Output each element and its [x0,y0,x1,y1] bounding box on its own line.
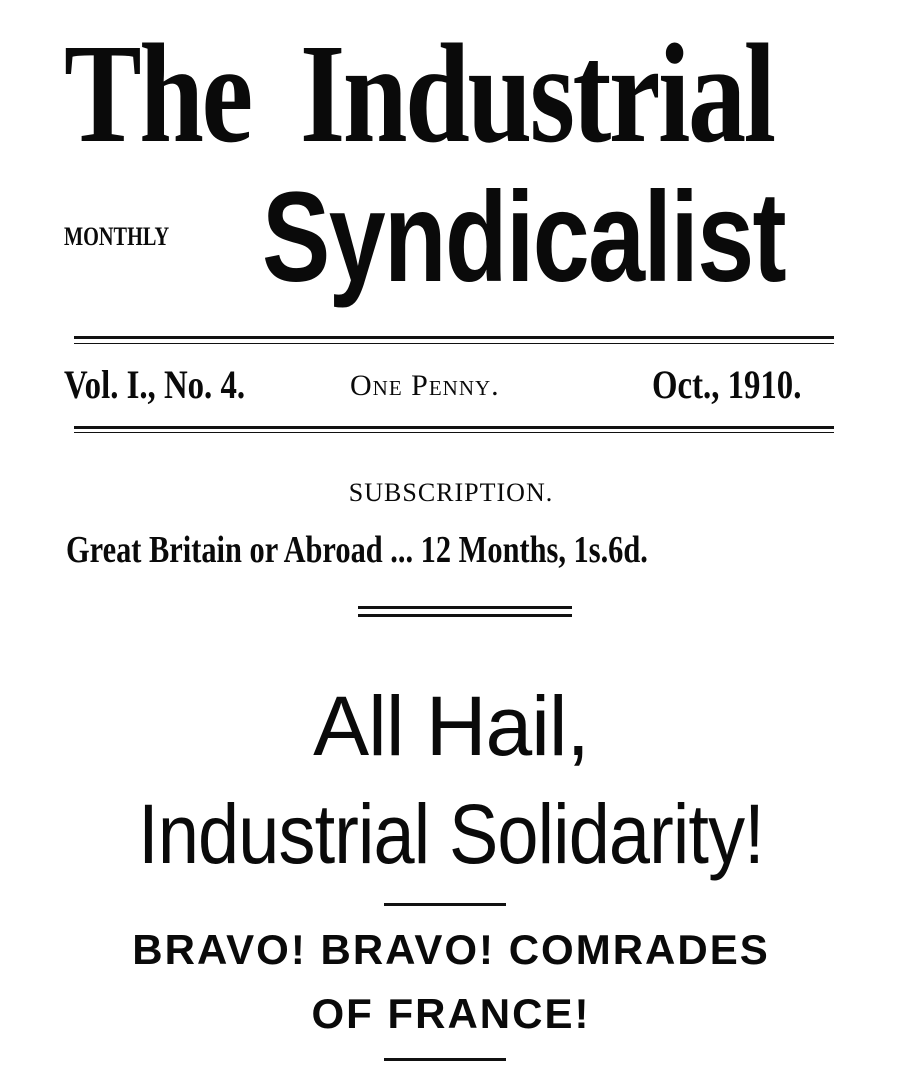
headline-line1: All Hail, [313,679,589,773]
headline-line2: Industrial Solidarity! [138,787,764,881]
subheadline-line2: OF FRANCE! [311,990,591,1037]
masthead-divider-top [74,336,834,339]
masthead-divider-top-thin [74,343,834,344]
masthead-title-word-industrial: Industrial [299,14,774,172]
section-divider-double-top [358,606,572,609]
subscription-heading: SUBSCRIPTION. [348,478,554,507]
issue-price: One Penny. [350,369,500,402]
subheadline-line1: BRAVO! BRAVO! COMRADES [132,926,770,973]
section-divider-double-bottom [358,614,572,617]
issue-date: Oct., 1910. [652,362,802,407]
issue-bar-divider-bottom-thin [74,432,834,433]
frequency-label: MONTHLY [64,222,170,251]
masthead-title-word-syndicalist: Syndicalist [262,166,786,309]
masthead-title-line1 [64,14,774,172]
subheadline-divider [384,1058,506,1061]
masthead-title-word-the: The [64,14,251,172]
subscription-details: Great Britain or Abroad ... 12 Months, 1s.6d. [66,529,648,571]
issue-bar-divider-bottom [74,426,834,429]
issue-volume: Vol. I., No. 4. [64,362,246,407]
headline-divider [384,903,506,906]
